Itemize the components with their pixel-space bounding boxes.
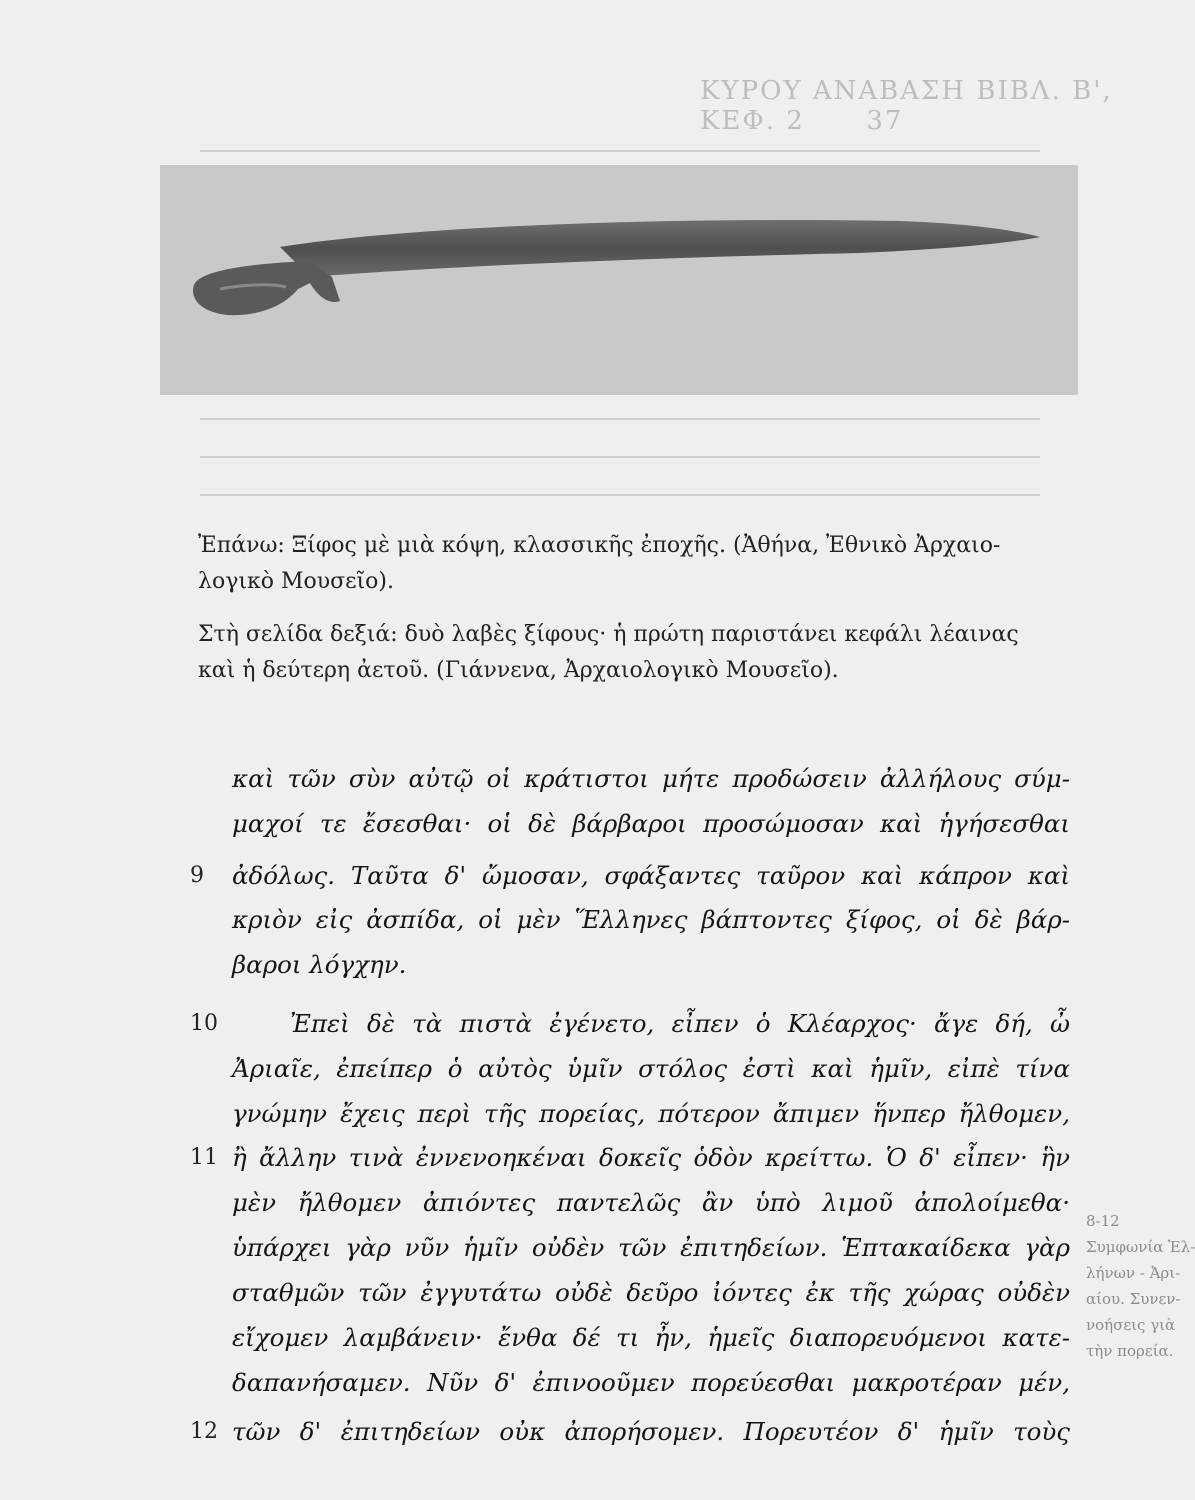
text-line: Ἀριαῖε, ἐπείπερ ὁ αὐτὸς ὑμῖν στόλος ἐστὶ καὶ ἡμῖν, εἰπὲ τίνα: [232, 1054, 1070, 1083]
margin-note-line: 8-12: [1086, 1212, 1120, 1230]
text-line: μὲν ἤλθομεν ἀπιόντες παντελῶς ἂν ὑπὸ λιμοῦ ἀπολοίμεθα·: [232, 1188, 1070, 1217]
text-line: κριὸν εἰς ἀσπίδα, οἱ μὲν Ἕλληνες βάπτοντες ξίφος, οἱ δὲ βάρ-: [232, 905, 1070, 934]
caption-sword: [198, 528, 1078, 600]
text-line: τῶν δ' ἐπιτηδείων οὐκ ἀπορήσομεν. Πορευτέον δ' ἡμῖν τοὺς: [232, 1417, 1070, 1446]
text-line: βαροι λόγχην.: [232, 950, 407, 979]
text-line: ἢ ἄλλην τινὰ ἐννενοηκέναι δοκεῖς ὁδὸν κρείττω. Ὁ δ' εἶπεν· ἣν: [232, 1143, 1070, 1172]
ghost-text-line: [200, 456, 1040, 458]
text-line: δαπανήσαμεν. Νῦν δ' ἐπινοοῦμεν πορεύεσθαι μακροτέραν μέν,: [232, 1368, 1070, 1397]
ghost-running-header: [700, 76, 1118, 136]
caption-hilts: [198, 617, 1078, 689]
margin-note: [1086, 1208, 1195, 1364]
caption-sword-line-1: Ἐπάνω: Ξίφος μὲ μιὰ κόψη, κλασσικῆς ἐποχῆς. (Ἀθήνα, Ἐθνικὸ Ἀρχαιο-: [198, 533, 1001, 558]
text-line: ὑπάρχει γὰρ νῦν ἡμῖν οὐδὲν τῶν ἐπιτηδείων. Ἑπτακαίδεκα γὰρ: [232, 1233, 1070, 1262]
sword-blade: [280, 220, 1040, 277]
ghost-text-line: [200, 150, 1040, 152]
caption-hilts-line-1: Στὴ σελίδα δεξιά: δυὸ λαβὲς ξίφους· ἡ πρώτη παριστάνει κεφάλι λέαινας: [198, 622, 1019, 647]
margin-note-line: αίου. Συνεν-: [1086, 1290, 1181, 1308]
text-line: ἀδόλως. Ταῦτα δ' ὤμοσαν, σφάξαντες ταῦρον καὶ κάπρον καὶ: [232, 861, 1070, 890]
line-number: 11: [190, 1145, 218, 1170]
text-line: Ἐπεὶ δὲ τὰ πιστὰ ἐγένετο, εἶπεν ὁ Κλέαρχος· ἄγε δή, ὦ: [290, 1009, 1070, 1038]
margin-note-line: τὴν πορεία.: [1086, 1342, 1174, 1360]
single-edged-sword-image: [160, 165, 1078, 395]
caption-hilts-line-2: καὶ ἡ δεύτερη ἀετοῦ. (Γιάννενα, Ἀρχαιολογικὸ Μουσεῖο).: [198, 658, 839, 683]
line-number: 9: [190, 863, 204, 888]
line-number: 12: [190, 1419, 218, 1444]
margin-note-line: Συμφωνία Ἑλ-: [1086, 1238, 1195, 1256]
ghost-header-title: ΚΥΡΟΥ ΑΝΑΒΑΣΗ ΒΙΒΛ. Β', ΚΕΦ. 2: [700, 76, 1113, 136]
ghost-text-line: [200, 494, 1040, 496]
ghost-text-line: [200, 418, 1040, 420]
text-line: εἴχομεν λαμβάνειν· ἔνθα δέ τι ἦν, ἡμεῖς διαπορευόμενοι κατε-: [232, 1323, 1070, 1352]
margin-note-line: λήνων - Ἀρι-: [1086, 1264, 1181, 1282]
text-line: μαχοί τε ἔσεσθαι· οἱ δὲ βάρβαροι προσώμοσαν καὶ ἡγήσεσθαι: [232, 809, 1070, 838]
sword-photograph: [160, 165, 1078, 395]
text-line: καὶ τῶν σὺν αὐτῷ οἱ κράτιστοι μήτε προδώσειν ἀλλήλους σύμ-: [232, 764, 1070, 793]
caption-sword-line-2: λογικὸ Μουσεῖο).: [198, 569, 394, 594]
line-number: 10: [190, 1011, 218, 1036]
sword-hilt: [193, 261, 340, 315]
ghost-page-number: 37: [866, 106, 904, 136]
text-line: σταθμῶν τῶν ἐγγυτάτω οὐδὲ δεῦρο ἰόντες ἐκ τῆς χώρας οὐδὲν: [232, 1278, 1070, 1307]
margin-note-line: νοήσεις γιὰ: [1086, 1316, 1176, 1334]
text-line: γνώμην ἔχεις περὶ τῆς πορείας, πότερον ἄπιμεν ἥνπερ ἤλθομεν,: [232, 1099, 1070, 1128]
